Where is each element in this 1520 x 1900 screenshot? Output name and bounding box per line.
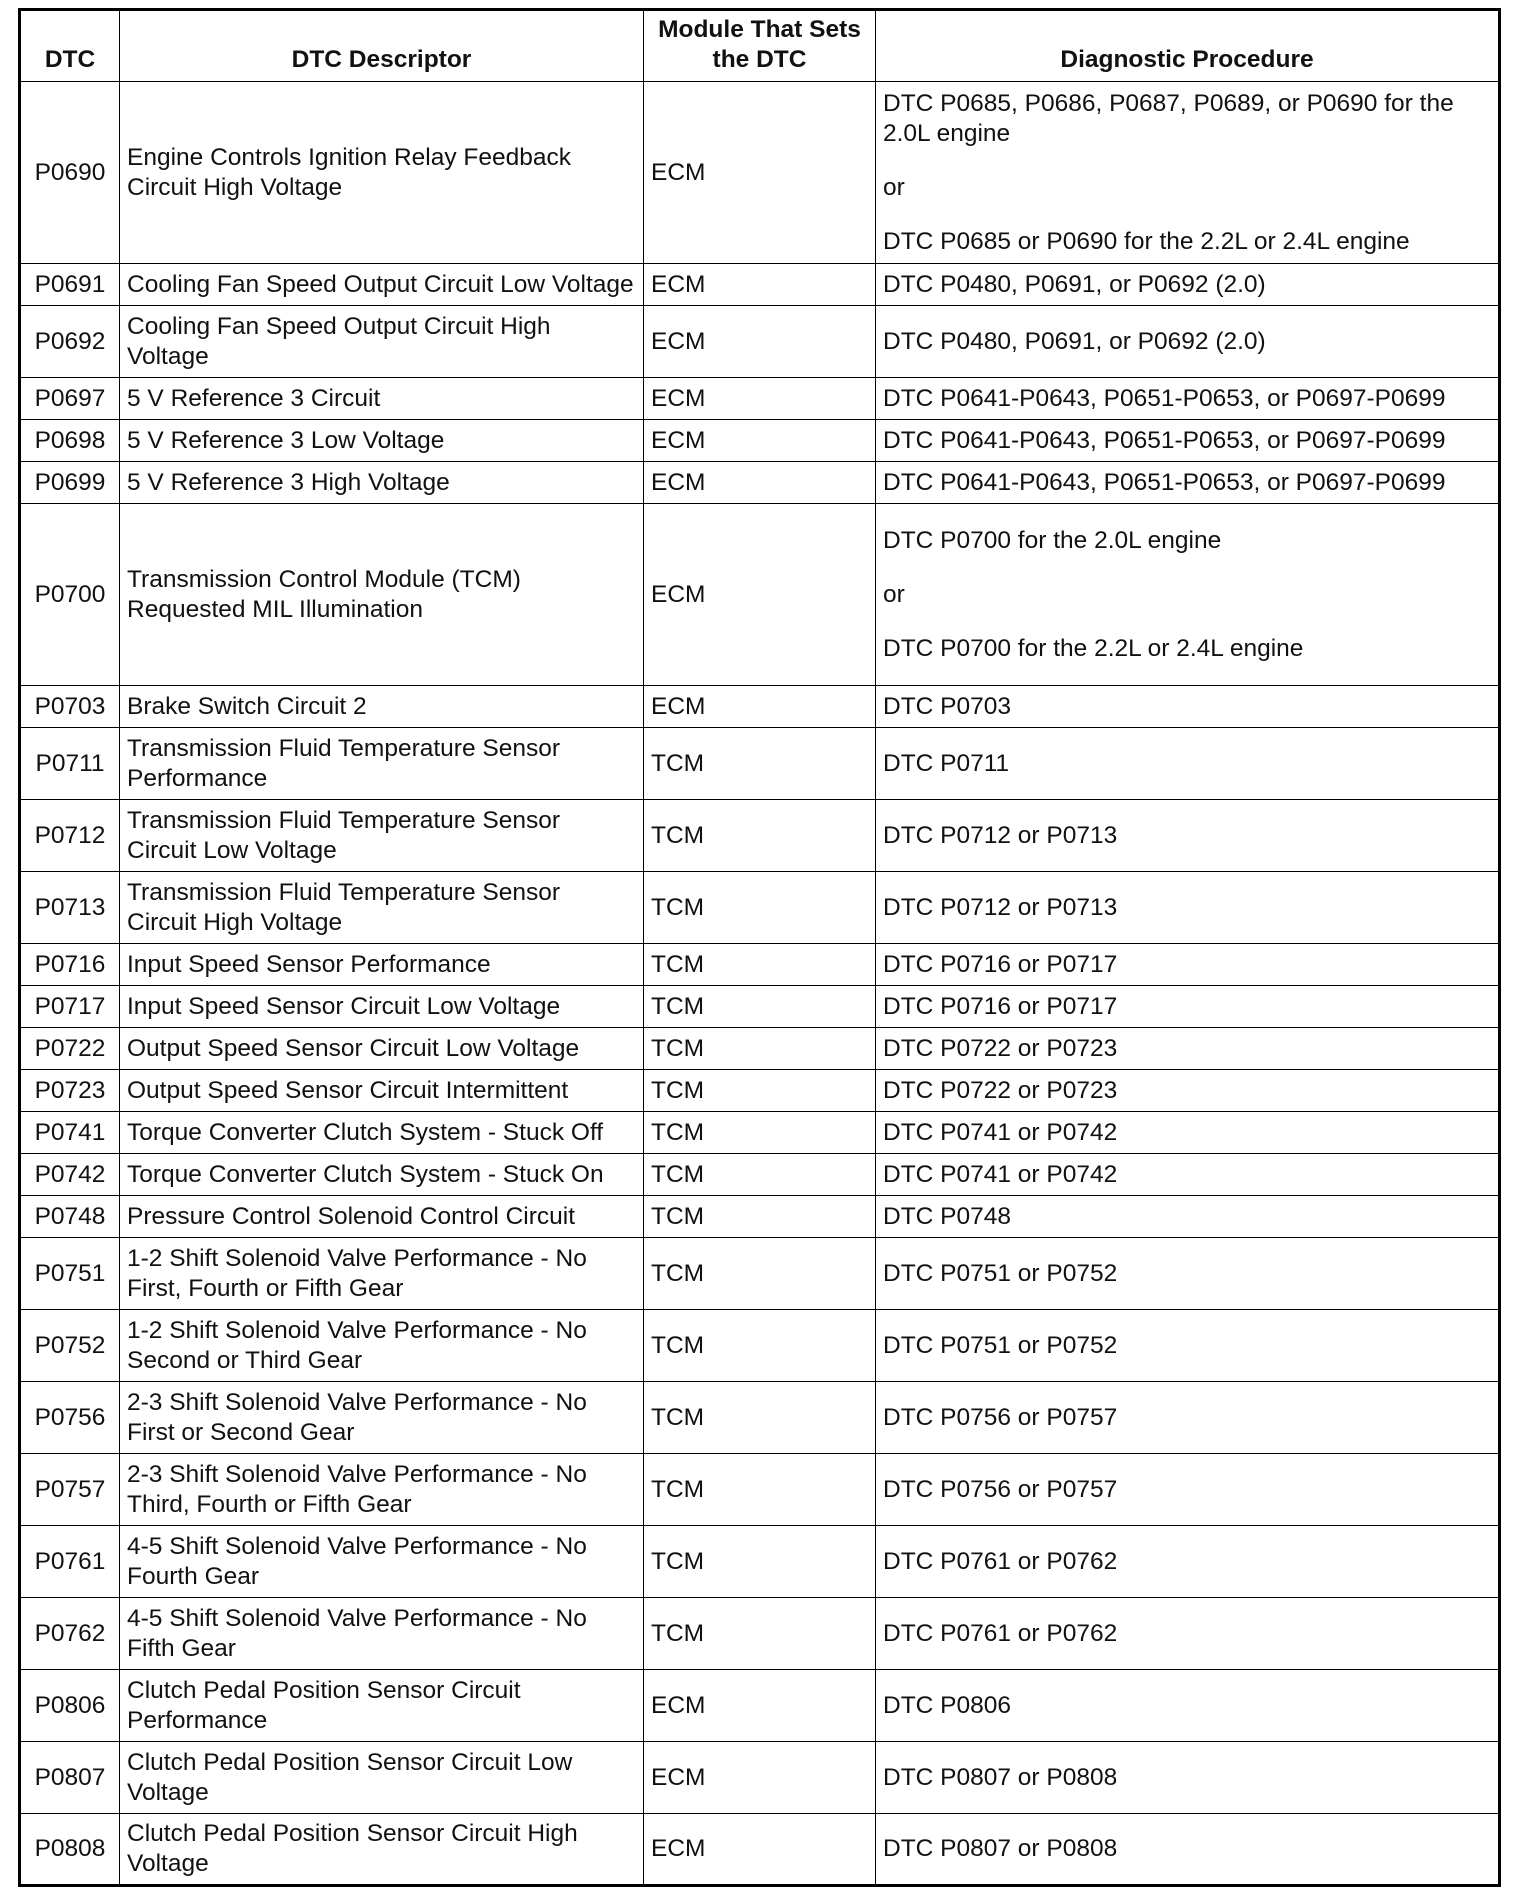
procedure-spacer — [883, 149, 1491, 173]
cell-descriptor: Transmission Fluid Temperature Sensor Circuit Low Voltage — [120, 800, 644, 872]
header-module: Module That Sets the DTC — [644, 10, 876, 82]
cell-module: TCM — [644, 872, 876, 944]
cell-descriptor: 1-2 Shift Solenoid Valve Performance - No First, Fourth or Fifth Gear — [120, 1238, 644, 1310]
cell-procedure — [876, 1742, 1500, 1814]
table-row — [20, 1598, 1500, 1670]
procedure-line: DTC P0741 or P0742 — [883, 1160, 1118, 1188]
cell-module: TCM — [644, 800, 876, 872]
cell-module: TCM — [644, 986, 876, 1028]
cell-descriptor: Cooling Fan Speed Output Circuit High Voltage — [120, 306, 644, 378]
cell-dtc-code: P0717 — [20, 986, 120, 1028]
table-row — [20, 1454, 1500, 1526]
cell-procedure — [876, 264, 1500, 306]
cell-procedure — [876, 944, 1500, 986]
cell-descriptor: Clutch Pedal Position Sensor Circuit High Voltage — [120, 1814, 644, 1886]
cell-module: ECM — [644, 1670, 876, 1742]
table-row — [20, 1310, 1500, 1382]
cell-dtc-code: P0723 — [20, 1070, 120, 1112]
cell-procedure — [876, 728, 1500, 800]
cell-descriptor: 1-2 Shift Solenoid Valve Performance - No Second or Third Gear — [120, 1310, 644, 1382]
cell-module: ECM — [644, 420, 876, 462]
header-descriptor: DTC Descriptor — [120, 10, 644, 82]
cell-module: ECM — [644, 1814, 876, 1886]
procedure-spacer — [883, 610, 1491, 634]
header-procedure: Diagnostic Procedure — [876, 10, 1500, 82]
cell-module: ECM — [644, 1742, 876, 1814]
procedure-line: DTC P0761 or P0762 — [883, 1547, 1118, 1575]
table-row — [20, 944, 1500, 986]
procedure-line: DTC P0685, P0686, P0687, P0689, or P0690 for the 2.0L engine — [883, 89, 1454, 147]
table-row — [20, 1670, 1500, 1742]
cell-descriptor: Clutch Pedal Position Sensor Circuit Performance — [120, 1670, 644, 1742]
table-row — [20, 82, 1500, 264]
cell-procedure — [876, 872, 1500, 944]
cell-descriptor: Transmission Fluid Temperature Sensor Performance — [120, 728, 644, 800]
cell-dtc-code: P0752 — [20, 1310, 120, 1382]
cell-procedure — [876, 1814, 1500, 1886]
cell-descriptor: 5 V Reference 3 Circuit — [120, 378, 644, 420]
cell-dtc-code: P0722 — [20, 1028, 120, 1070]
cell-dtc-code: P0713 — [20, 872, 120, 944]
cell-module: TCM — [644, 728, 876, 800]
cell-procedure — [876, 1454, 1500, 1526]
procedure-line: DTC P0480, P0691, or P0692 (2.0) — [883, 327, 1266, 355]
procedure-line: DTC P0751 or P0752 — [883, 1259, 1118, 1287]
cell-dtc-code: P0690 — [20, 82, 120, 264]
procedure-spacer — [883, 556, 1491, 580]
cell-procedure — [876, 1112, 1500, 1154]
cell-descriptor: Transmission Fluid Temperature Sensor Circuit High Voltage — [120, 872, 644, 944]
cell-dtc-code: P0692 — [20, 306, 120, 378]
procedure-line: DTC P0700 for the 2.0L engine — [883, 526, 1222, 554]
cell-dtc-code: P0711 — [20, 728, 120, 800]
table-row — [20, 1526, 1500, 1598]
table-header — [20, 10, 1500, 82]
cell-descriptor: Torque Converter Clutch System - Stuck Off — [120, 1112, 644, 1154]
cell-module: TCM — [644, 1196, 876, 1238]
cell-descriptor: Brake Switch Circuit 2 — [120, 686, 644, 728]
cell-descriptor: Output Speed Sensor Circuit Low Voltage — [120, 1028, 644, 1070]
table-row — [20, 378, 1500, 420]
procedure-line: DTC P0761 or P0762 — [883, 1619, 1118, 1647]
cell-descriptor: Cooling Fan Speed Output Circuit Low Voltage — [120, 264, 644, 306]
procedure-line: DTC P0722 or P0723 — [883, 1076, 1118, 1104]
table-row — [20, 420, 1500, 462]
procedure-line: DTC P0641-P0643, P0651-P0653, or P0697-P0699 — [883, 426, 1446, 454]
procedure-line: DTC P0807 or P0808 — [883, 1835, 1118, 1862]
cell-procedure — [876, 1526, 1500, 1598]
procedure-line: DTC P0722 or P0723 — [883, 1034, 1118, 1062]
cell-dtc-code: P0762 — [20, 1598, 120, 1670]
procedure-line: DTC P0700 for the 2.2L or 2.4L engine — [883, 634, 1304, 662]
procedure-line: DTC P0641-P0643, P0651-P0653, or P0697-P0699 — [883, 468, 1446, 496]
cell-descriptor: 4-5 Shift Solenoid Valve Performance - No Fifth Gear — [120, 1598, 644, 1670]
table-row — [20, 986, 1500, 1028]
cell-dtc-code: P0712 — [20, 800, 120, 872]
cell-dtc-code: P0756 — [20, 1382, 120, 1454]
cell-module: TCM — [644, 1454, 876, 1526]
cell-procedure — [876, 420, 1500, 462]
cell-module: TCM — [644, 1154, 876, 1196]
cell-descriptor: 4-5 Shift Solenoid Valve Performance - No Fourth Gear — [120, 1526, 644, 1598]
cell-procedure — [876, 800, 1500, 872]
table-body — [20, 82, 1500, 1886]
table-row — [20, 1382, 1500, 1454]
cell-module: ECM — [644, 462, 876, 504]
cell-descriptor: Input Speed Sensor Circuit Low Voltage — [120, 986, 644, 1028]
cell-dtc-code: P0699 — [20, 462, 120, 504]
procedure-line: DTC P0807 or P0808 — [883, 1763, 1118, 1791]
procedure-line: or — [883, 580, 905, 608]
cell-module: TCM — [644, 1382, 876, 1454]
cell-module: TCM — [644, 1238, 876, 1310]
procedure-line: DTC P0806 — [883, 1691, 1012, 1719]
cell-descriptor: 2-3 Shift Solenoid Valve Performance - No First or Second Gear — [120, 1382, 644, 1454]
table-row — [20, 1028, 1500, 1070]
cell-dtc-code: P0757 — [20, 1454, 120, 1526]
cell-dtc-code: P0703 — [20, 686, 120, 728]
cell-dtc-code: P0691 — [20, 264, 120, 306]
table-row — [20, 1154, 1500, 1196]
cell-module: TCM — [644, 944, 876, 986]
procedure-line: DTC P0751 or P0752 — [883, 1331, 1118, 1359]
cell-dtc-code: P0748 — [20, 1196, 120, 1238]
dtc-table — [18, 8, 1501, 1887]
cell-descriptor: Torque Converter Clutch System - Stuck On — [120, 1154, 644, 1196]
cell-procedure — [876, 306, 1500, 378]
cell-module: ECM — [644, 504, 876, 686]
cell-procedure — [876, 1382, 1500, 1454]
procedure-line: DTC P0716 or P0717 — [883, 950, 1118, 978]
procedure-line: DTC P0748 — [883, 1202, 1012, 1230]
cell-dtc-code: P0742 — [20, 1154, 120, 1196]
cell-descriptor: Transmission Control Module (TCM) Requested MIL Illumination — [120, 504, 644, 686]
procedure-line: DTC P0756 or P0757 — [883, 1403, 1118, 1431]
cell-procedure — [876, 1154, 1500, 1196]
cell-procedure — [876, 82, 1500, 264]
procedure-line: DTC P0685 or P0690 for the 2.2L or 2.4L engine — [883, 227, 1410, 255]
table-row — [20, 1196, 1500, 1238]
cell-module: ECM — [644, 378, 876, 420]
table-row — [20, 504, 1500, 686]
cell-dtc-code: P0700 — [20, 504, 120, 686]
procedure-line: DTC P0712 or P0713 — [883, 821, 1118, 849]
cell-procedure — [876, 504, 1500, 686]
table-row — [20, 1070, 1500, 1112]
cell-module: TCM — [644, 1070, 876, 1112]
cell-procedure — [876, 1238, 1500, 1310]
table-row — [20, 686, 1500, 728]
cell-dtc-code: P0807 — [20, 1742, 120, 1814]
procedure-line: DTC P0711 — [883, 749, 1010, 777]
cell-procedure — [876, 1028, 1500, 1070]
table-row — [20, 872, 1500, 944]
table-row — [20, 306, 1500, 378]
cell-dtc-code: P0698 — [20, 420, 120, 462]
procedure-line: DTC P0712 or P0713 — [883, 893, 1118, 921]
procedure-line: DTC P0741 or P0742 — [883, 1118, 1118, 1146]
cell-dtc-code: P0716 — [20, 944, 120, 986]
cell-dtc-code: P0751 — [20, 1238, 120, 1310]
cell-dtc-code: P0806 — [20, 1670, 120, 1742]
cell-descriptor: Output Speed Sensor Circuit Intermittent — [120, 1070, 644, 1112]
cell-module: ECM — [644, 82, 876, 264]
cell-procedure — [876, 1070, 1500, 1112]
cell-descriptor: Pressure Control Solenoid Control Circuit — [120, 1196, 644, 1238]
cell-dtc-code: P0697 — [20, 378, 120, 420]
cell-module: ECM — [644, 686, 876, 728]
cell-descriptor: Input Speed Sensor Performance — [120, 944, 644, 986]
table-row — [20, 1238, 1500, 1310]
table-row — [20, 1742, 1500, 1814]
cell-descriptor: 2-3 Shift Solenoid Valve Performance - No Third, Fourth or Fifth Gear — [120, 1454, 644, 1526]
table-row — [20, 1112, 1500, 1154]
header-dtc: DTC — [20, 10, 120, 82]
cell-procedure — [876, 1670, 1500, 1742]
cell-module: ECM — [644, 264, 876, 306]
cell-procedure — [876, 686, 1500, 728]
table-row — [20, 728, 1500, 800]
procedure-spacer — [883, 203, 1491, 227]
table-row — [20, 462, 1500, 504]
cell-procedure — [876, 1310, 1500, 1382]
cell-descriptor: 5 V Reference 3 High Voltage — [120, 462, 644, 504]
cell-module: TCM — [644, 1112, 876, 1154]
cell-dtc-code: P0741 — [20, 1112, 120, 1154]
procedure-line: DTC P0480, P0691, or P0692 (2.0) — [883, 270, 1266, 298]
cell-module: TCM — [644, 1526, 876, 1598]
procedure-line: DTC P0703 — [883, 692, 1012, 720]
cell-procedure — [876, 1598, 1500, 1670]
cell-dtc-code: P0808 — [20, 1814, 120, 1886]
cell-module: TCM — [644, 1310, 876, 1382]
cell-module: ECM — [644, 306, 876, 378]
cell-descriptor: Engine Controls Ignition Relay Feedback Circuit High Voltage — [120, 82, 644, 264]
procedure-line: DTC P0641-P0643, P0651-P0653, or P0697-P0699 — [883, 384, 1446, 412]
procedure-line: or — [883, 173, 905, 201]
cell-procedure — [876, 1196, 1500, 1238]
table-row — [20, 264, 1500, 306]
cell-procedure — [876, 378, 1500, 420]
table-row — [20, 1814, 1500, 1886]
cell-procedure — [876, 462, 1500, 504]
header-row — [20, 10, 1500, 82]
cell-procedure — [876, 986, 1500, 1028]
cell-dtc-code: P0761 — [20, 1526, 120, 1598]
cell-descriptor: Clutch Pedal Position Sensor Circuit Low Voltage — [120, 1742, 644, 1814]
cell-descriptor: 5 V Reference 3 Low Voltage — [120, 420, 644, 462]
procedure-line: DTC P0716 or P0717 — [883, 992, 1118, 1020]
procedure-line: DTC P0756 or P0757 — [883, 1475, 1118, 1503]
cell-module: TCM — [644, 1598, 876, 1670]
table-row — [20, 800, 1500, 872]
cell-module: TCM — [644, 1028, 876, 1070]
